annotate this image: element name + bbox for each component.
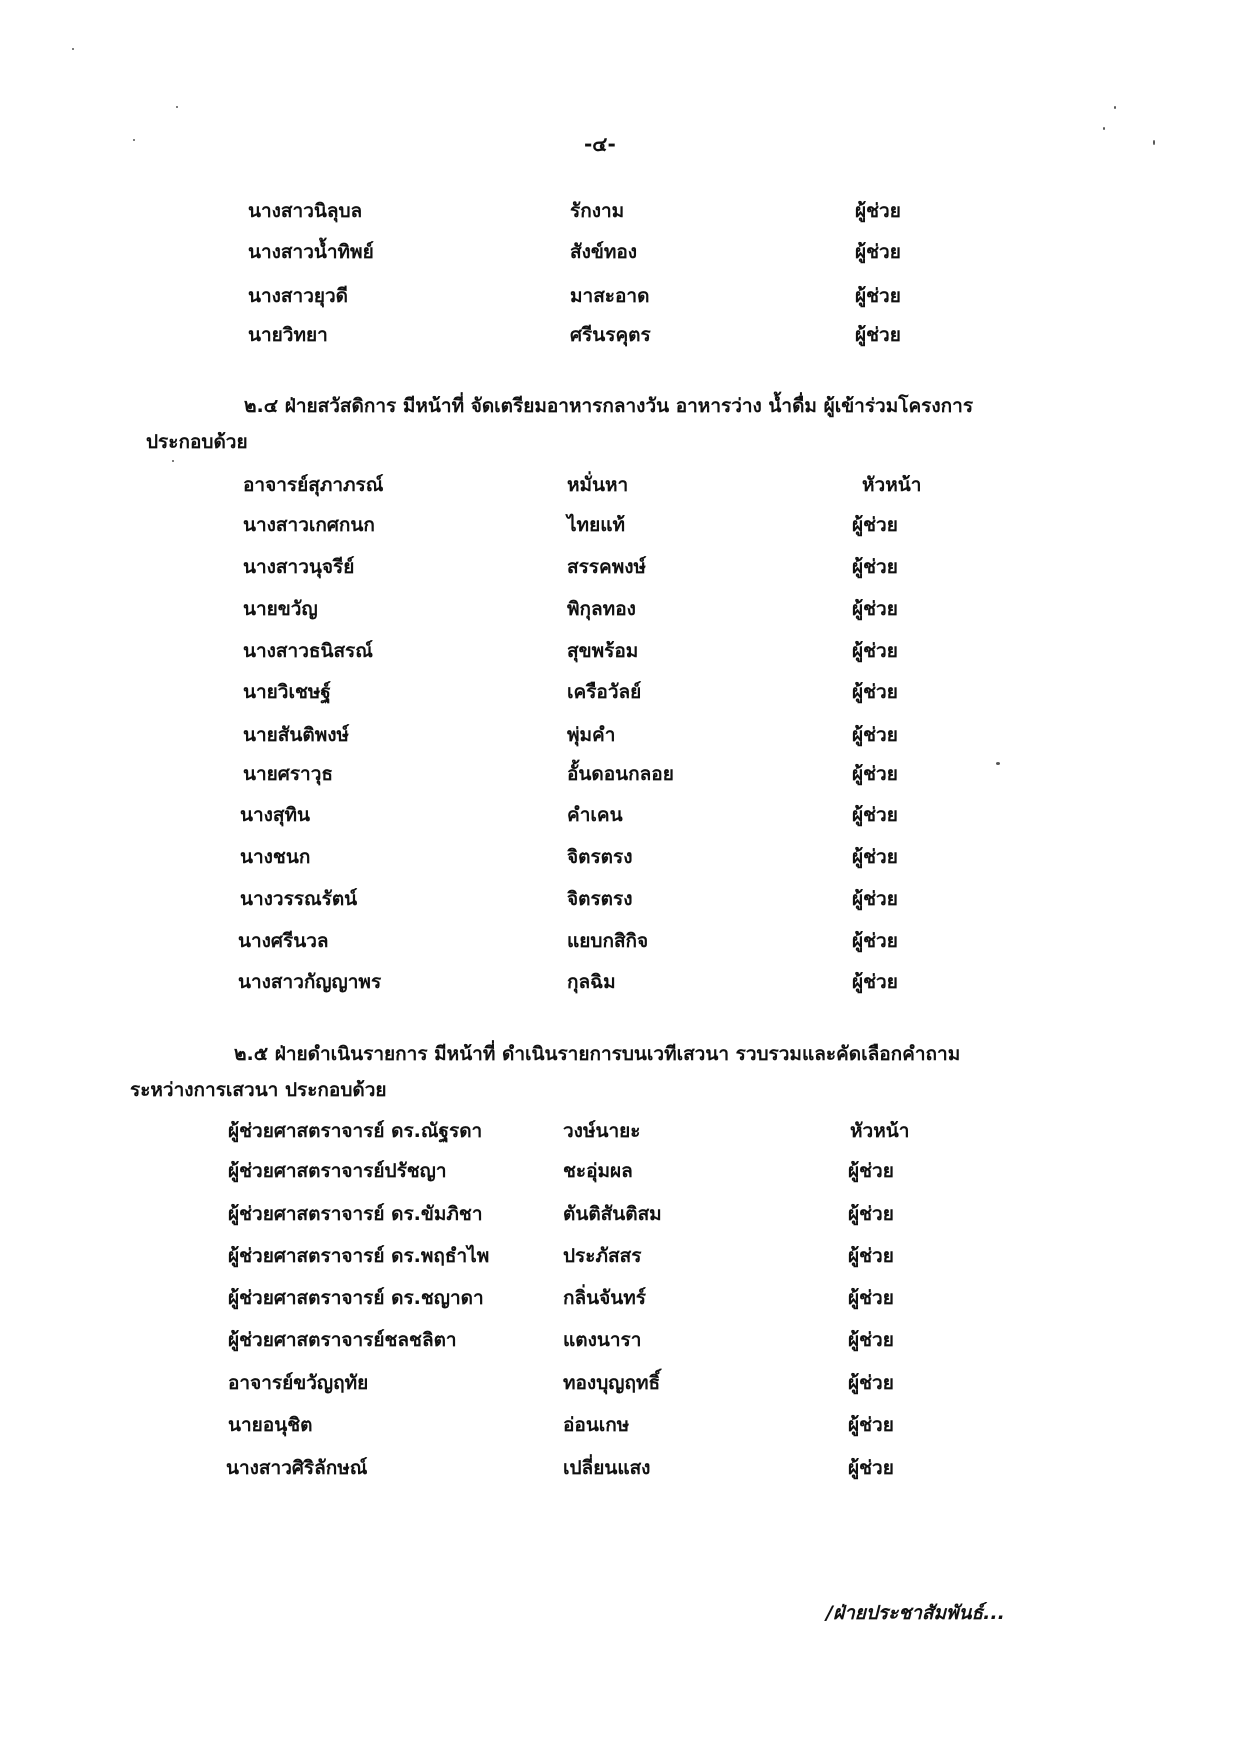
first-name: ผู้ช่วยศาสตราจารย์ ดร.ณัฐรดา <box>228 1120 483 1142</box>
role: ผู้ช่วย <box>852 724 898 746</box>
scan-speck <box>172 460 174 462</box>
last-name: สรรคพงษ์ <box>567 556 647 578</box>
list-item <box>0 594 1235 626</box>
section-2-5-heading: ๒.๕ ฝ่ายดำเนินรายการ มีหน้าที่ ดำเนินรายการบนเวทีเสวนา รวบรวมและคัดเลือกคำถาม <box>234 1043 961 1065</box>
list-item <box>0 320 1235 352</box>
list-item <box>0 677 1235 709</box>
last-name: กุลฉิม <box>567 971 616 993</box>
scan-speck <box>1114 106 1116 109</box>
last-name: อั้นดอนกลอย <box>567 763 674 785</box>
section-2-4-heading: ๒.๔ ฝ่ายสวัสดิการ มีหน้าที่ จัดเตรียมอาหารกลางวัน อาหารว่าง น้ำดื่ม ผู้เข้าร่วมโครงการ <box>244 395 974 417</box>
role: ผู้ช่วย <box>848 1245 894 1267</box>
first-name: นางศรีนวล <box>238 930 329 952</box>
list-item <box>0 926 1235 958</box>
last-name: จิตรตรง <box>567 846 633 868</box>
list-item <box>0 281 1235 313</box>
first-name: นางสาวธนิสรณ์ <box>243 640 373 662</box>
first-name: นายสันติพงษ์ <box>243 724 350 746</box>
last-name: วงษ์นายะ <box>563 1120 641 1142</box>
last-name: หมั่นหา <box>567 474 629 496</box>
section-2-4-heading-cont: ประกอบด้วย <box>146 431 248 453</box>
last-name: อ่อนเกษ <box>563 1414 630 1436</box>
role: ผู้ช่วย <box>855 285 901 307</box>
role: ผู้ช่วย <box>848 1287 894 1309</box>
list-item <box>0 470 1235 502</box>
first-name: นายขวัญ <box>243 598 318 620</box>
role: ผู้ช่วย <box>852 681 898 703</box>
role: ผู้ช่วย <box>848 1160 894 1182</box>
role: หัวหน้า <box>862 474 922 496</box>
role: ผู้ช่วย <box>852 804 898 826</box>
first-name: นางสาวยุวดี <box>248 285 349 307</box>
first-name: นางวรรณรัตน์ <box>240 888 358 910</box>
first-name: นางสาวศิริลักษณ์ <box>226 1457 368 1479</box>
list-item <box>0 196 1235 228</box>
role: ผู้ช่วย <box>855 200 901 222</box>
last-name: ศรีนรคุตร <box>570 324 651 346</box>
role: ผู้ช่วย <box>848 1457 894 1479</box>
first-name: นายศราวุธ <box>243 763 333 785</box>
list-item <box>0 884 1235 916</box>
first-name: ผู้ช่วยศาสตราจารย์ ดร.พฤธำไพ <box>228 1245 490 1267</box>
role: ผู้ช่วย <box>852 846 898 868</box>
last-name: เปลี่ยนแสง <box>563 1457 651 1479</box>
first-name: นายวิเชษฐ์ <box>243 681 331 703</box>
first-name: นางสาวนุจรีย์ <box>243 556 355 578</box>
last-name: ตันติสันติสม <box>563 1203 662 1225</box>
last-name: เครือวัลย์ <box>567 681 642 703</box>
list-item <box>0 967 1235 999</box>
role: ผู้ช่วย <box>848 1329 894 1351</box>
section-2-5-heading-cont: ระหว่างการเสวนา ประกอบด้วย <box>130 1079 387 1101</box>
list-item <box>0 1116 1235 1148</box>
scan-speck <box>1103 127 1105 130</box>
role: ผู้ช่วย <box>852 514 898 536</box>
first-name: นายอนุชิต <box>228 1414 313 1436</box>
first-name: อาจารย์สุภาภรณ์ <box>243 474 384 496</box>
role: ผู้ช่วย <box>852 763 898 785</box>
first-name: นายวิทยา <box>248 324 328 346</box>
first-name: นางสุทิน <box>240 804 311 826</box>
list-item <box>0 1241 1235 1273</box>
scan-speck <box>133 139 135 141</box>
list-item <box>0 1410 1235 1442</box>
list-item <box>0 1453 1235 1485</box>
list-item <box>0 237 1235 269</box>
role: ผู้ช่วย <box>855 324 901 346</box>
last-name: รักงาม <box>570 200 625 222</box>
last-name: ทองบุญฤทธิ์ <box>563 1372 661 1394</box>
last-name: ไทยแท้ <box>567 514 625 536</box>
first-name: ผู้ช่วยศาสตราจารย์ ดร.ชญาดา <box>228 1287 484 1309</box>
scan-speck <box>176 106 178 108</box>
scan-speck <box>1153 140 1155 145</box>
role: ผู้ช่วย <box>848 1414 894 1436</box>
list-item <box>0 1283 1235 1315</box>
last-name: แยบกสิกิจ <box>567 930 649 952</box>
role: ผู้ช่วย <box>852 888 898 910</box>
last-name: พุ่มคำ <box>567 724 616 746</box>
role: ผู้ช่วย <box>855 241 901 263</box>
list-item <box>0 842 1235 874</box>
list-item <box>0 1156 1235 1188</box>
first-name: ผู้ช่วยศาสตราจารย์ชลชลิตา <box>228 1329 457 1351</box>
last-name: ประภัสสร <box>563 1245 642 1267</box>
role: ผู้ช่วย <box>852 640 898 662</box>
first-name: นางสาวนิลุบล <box>248 200 363 222</box>
first-name: นางสาวเกศกนก <box>243 514 375 536</box>
list-item <box>0 552 1235 584</box>
list-item <box>0 1368 1235 1400</box>
next-page-reference: /ฝ่ายประชาสัมพันธ์... <box>826 1602 1005 1624</box>
last-name: สุขพร้อม <box>567 640 639 662</box>
role: ผู้ช่วย <box>852 556 898 578</box>
list-item <box>0 636 1235 668</box>
role: ผู้ช่วย <box>852 930 898 952</box>
last-name: พิกุลทอง <box>567 598 636 620</box>
list-item <box>0 800 1235 832</box>
role: ผู้ช่วย <box>848 1203 894 1225</box>
last-name: กลิ่นจันทร์ <box>563 1287 646 1309</box>
first-name: นางสาวกัญญาพร <box>238 971 382 993</box>
last-name: สังข์ทอง <box>570 241 638 263</box>
role: ผู้ช่วย <box>852 971 898 993</box>
first-name: ผู้ช่วยศาสตราจารย์ ดร.ขัมภิชา <box>228 1203 483 1225</box>
last-name: ชะอุ่มผล <box>563 1160 633 1182</box>
role: หัวหน้า <box>850 1120 910 1142</box>
last-name: แตงนารา <box>563 1329 642 1351</box>
first-name: ผู้ช่วยศาสตราจารย์ปรัชญา <box>228 1160 447 1182</box>
list-item <box>0 759 1235 791</box>
last-name: มาสะอาด <box>570 285 650 307</box>
list-item <box>0 1325 1235 1357</box>
scan-speck <box>72 48 74 50</box>
first-name: อาจารย์ขวัญฤทัย <box>228 1372 369 1394</box>
last-name: จิตรตรง <box>567 888 633 910</box>
list-item <box>0 720 1235 752</box>
first-name: นางชนก <box>240 846 311 868</box>
page-number: -๔- <box>584 132 616 156</box>
role: ผู้ช่วย <box>848 1372 894 1394</box>
first-name: นางสาวน้ำทิพย์ <box>248 241 374 263</box>
last-name: คำเคน <box>567 804 623 826</box>
list-item <box>0 1199 1235 1231</box>
list-item <box>0 510 1235 542</box>
role: ผู้ช่วย <box>852 598 898 620</box>
